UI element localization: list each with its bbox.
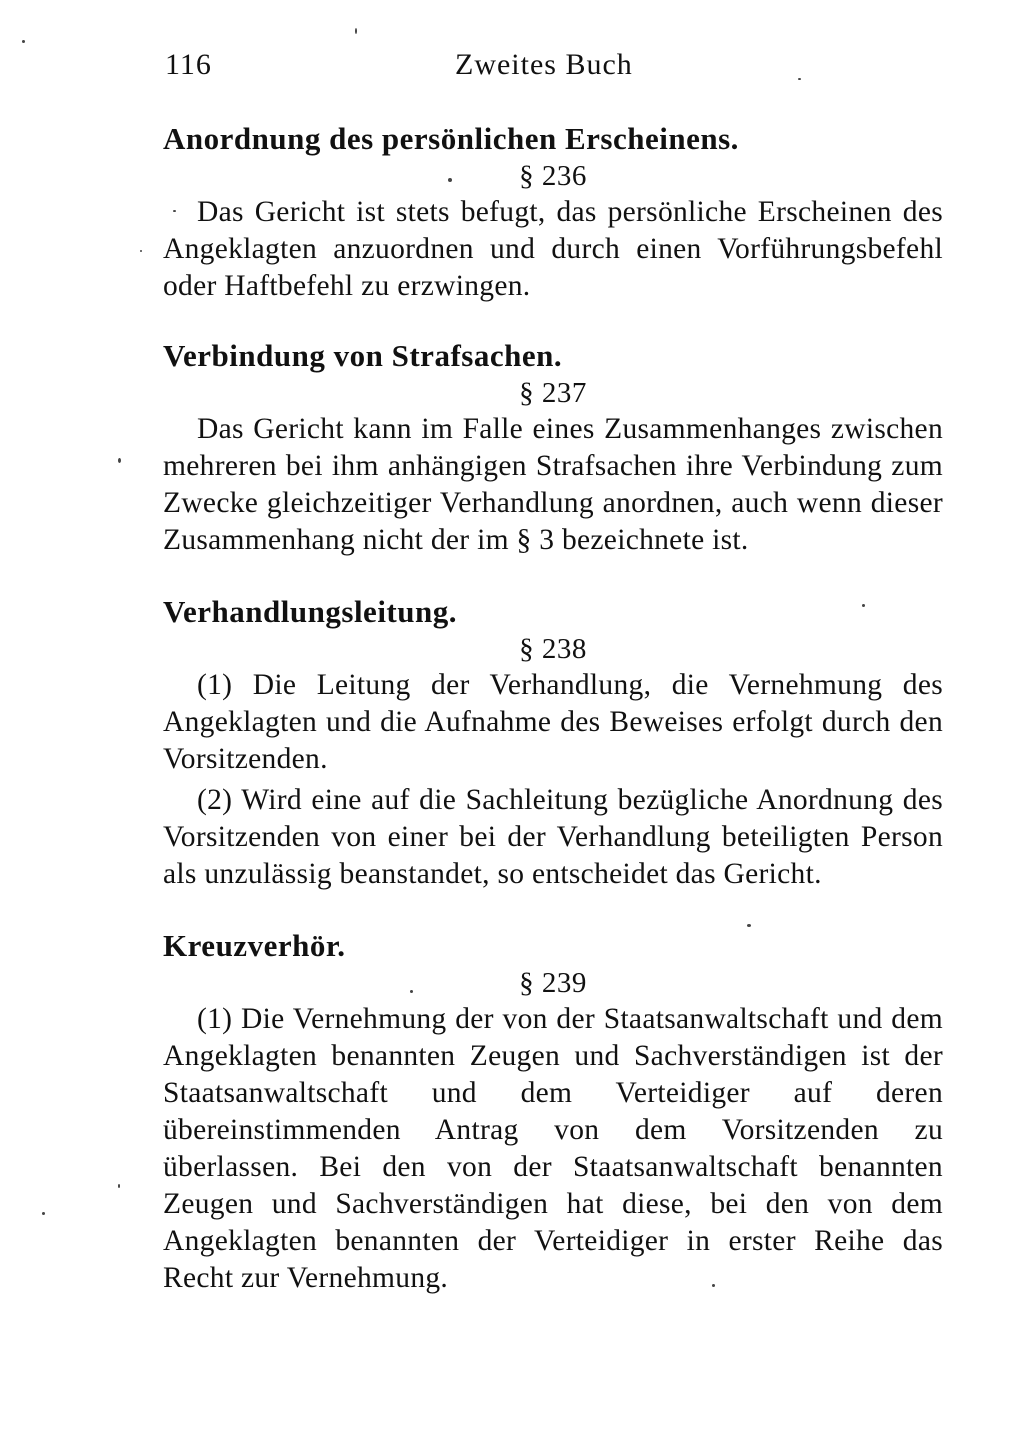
scan-speck <box>355 28 357 34</box>
page-number: 116 <box>165 48 212 81</box>
paragraph-number: § 238 <box>519 633 587 665</box>
section-text: (1) Die Vernehmung der von der Staatsanwaltschaft und dem Angeklagten benannten Zeugen und Sachverständigen ist der Staatsanwaltschaft und dem Verteidiger auf deren übereinstimmenden Antrag von dem Vorsitzenden zu überlassen. Bei den von der Staatsanwaltschaft benannten Zeugen und Sachverständigen hat diese, bei den von dem Angeklagten benannten der Verteidiger in erster Reihe das Recht zur Vernehmung. <box>163 1003 943 1294</box>
section-heading: Anordnung des persönlichen Erscheinens. <box>163 121 739 156</box>
paragraph-number: § 236 <box>519 160 587 192</box>
section-236 <box>163 120 943 305</box>
scan-speck <box>118 1184 120 1188</box>
paragraph-number: § 239 <box>519 967 587 999</box>
section-text: Das Gericht ist stets befugt, das persönliche Erscheinen des Angeklagten anzuordnen und durch einen Vorführungsbefehl oder Haftbefehl zu erzwingen. <box>163 196 943 302</box>
section-text: (1) Die Leitung der Verhandlung, die Vernehmung des Angeklagten und die Aufnahme des Beweises erfolgt durch den Vorsitzenden. <box>163 669 943 775</box>
book-page <box>163 48 943 1297</box>
section-heading: Verbindung von Strafsachen. <box>163 338 563 373</box>
section-238 <box>163 593 943 893</box>
section-heading: Kreuzverhör. <box>163 928 346 963</box>
section-237 <box>163 337 943 559</box>
section-text: (2) Wird eine auf die Sachleitung bezügliche Anordnung des Vorsitzenden von einer bei der Verhandlung beteiligten Person als unzulässig beanstandet, so entscheidet das Gericht. <box>163 784 943 890</box>
section-239 <box>163 927 943 1297</box>
scan-speck <box>22 40 25 43</box>
running-head <box>163 48 943 92</box>
scan-speck <box>140 250 142 252</box>
paragraph-number: § 237 <box>519 377 587 409</box>
section-text: Das Gericht kann im Falle eines Zusammenhanges zwischen mehreren bei ihm anhängigen Strafsachen ihre Verbindung zum Zwecke gleichzeitiger Verhandlung anordnen, auch wenn dieser Zusammenhang nicht der im § 3 bezeichnete ist. <box>163 413 943 556</box>
section-heading: Verhandlungsleitung. <box>163 594 457 629</box>
scan-speck <box>42 1212 45 1215</box>
book-title: Zweites Buch <box>455 48 633 81</box>
scan-speck <box>118 458 121 463</box>
